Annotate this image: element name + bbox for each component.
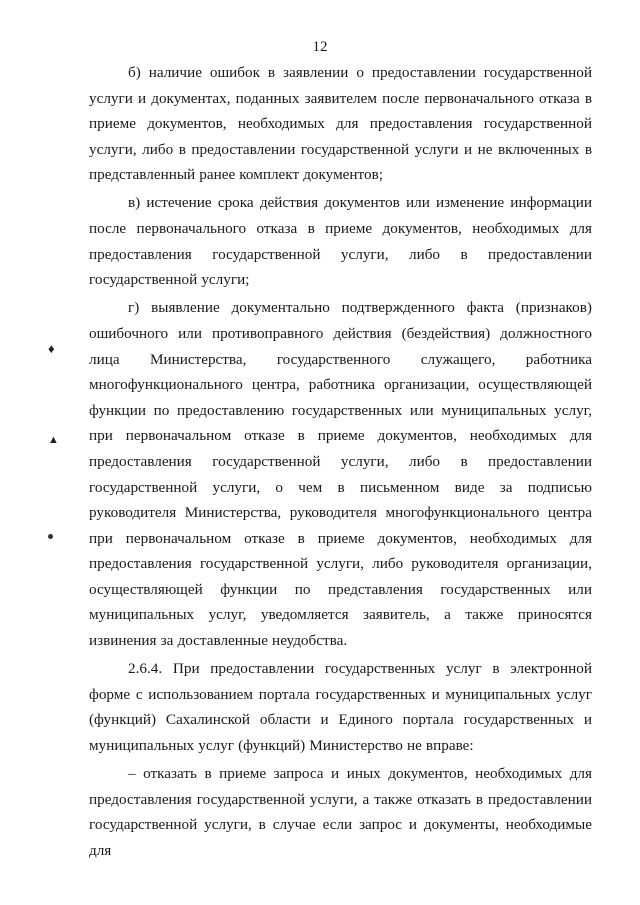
paragraph-2-6-4: 2.6.4. При предоставлении государственных услуг в электронной форме с использованием портала государственных и муниципальных услуг (функций) Сахалинской области и Единого портала государственных и муниципальных услуг (функций) Министерство не вправе: [89,660,592,754]
paragraph-dash-item: – отказать в приеме запроса и иных документов, необходимых для предоставления государственной услуги, а также отказать в предоставлении государственной услуги, в случае если запрос и документы, необходимые для [89,765,592,859]
paragraph-v: в) истечение срока действия документов или изменение информации после первоначального отказа в приеме документов, необходимых для предоставления государственной услуги, либо в предоставлении государственной услуги; [89,194,592,289]
margin-punch-mark-icon: ▲ [48,434,59,446]
margin-dot-mark-icon [48,534,53,539]
margin-punch-mark-icon: ♦ [48,341,55,356]
page-number: 12 [312,39,328,55]
document-body [89,60,592,866]
paragraph-b: б) наличие ошибок в заявлении о предоставлении государственной услуги и документах, поданных заявителем после первоначального отказа в приеме документов, необходимых для предоставления государственной услуги, либо в предоставлении государственной услуги и не включенных в представленный ранее комплект документов; [89,64,592,184]
paragraph-g: г) выявление документально подтвержденного факта (признаков) ошибочного или противоправного действия (бездействия) должностного лица Министерства, государственного служащего, работника многофункционального центра, работника организации, осуществляющей функции по предоставлению государственных или муниципальных услуг, при первоначальном отказе в приеме документов, необходимых для предоставления государственной услуги, либо в предоставлении государственной услуги, о чем в письменном виде за подписью руководителя Министерства, руководителя многофункционального центра при первоначальном отказе в приеме документов, необходимых для предоставления государственной услуги, либо руководителя организации, осуществляющей функции по представления государственных или муниципальных услуг, уведомляется заявитель, а также приносятся извинения за доставленные неудобства. [89,299,592,650]
